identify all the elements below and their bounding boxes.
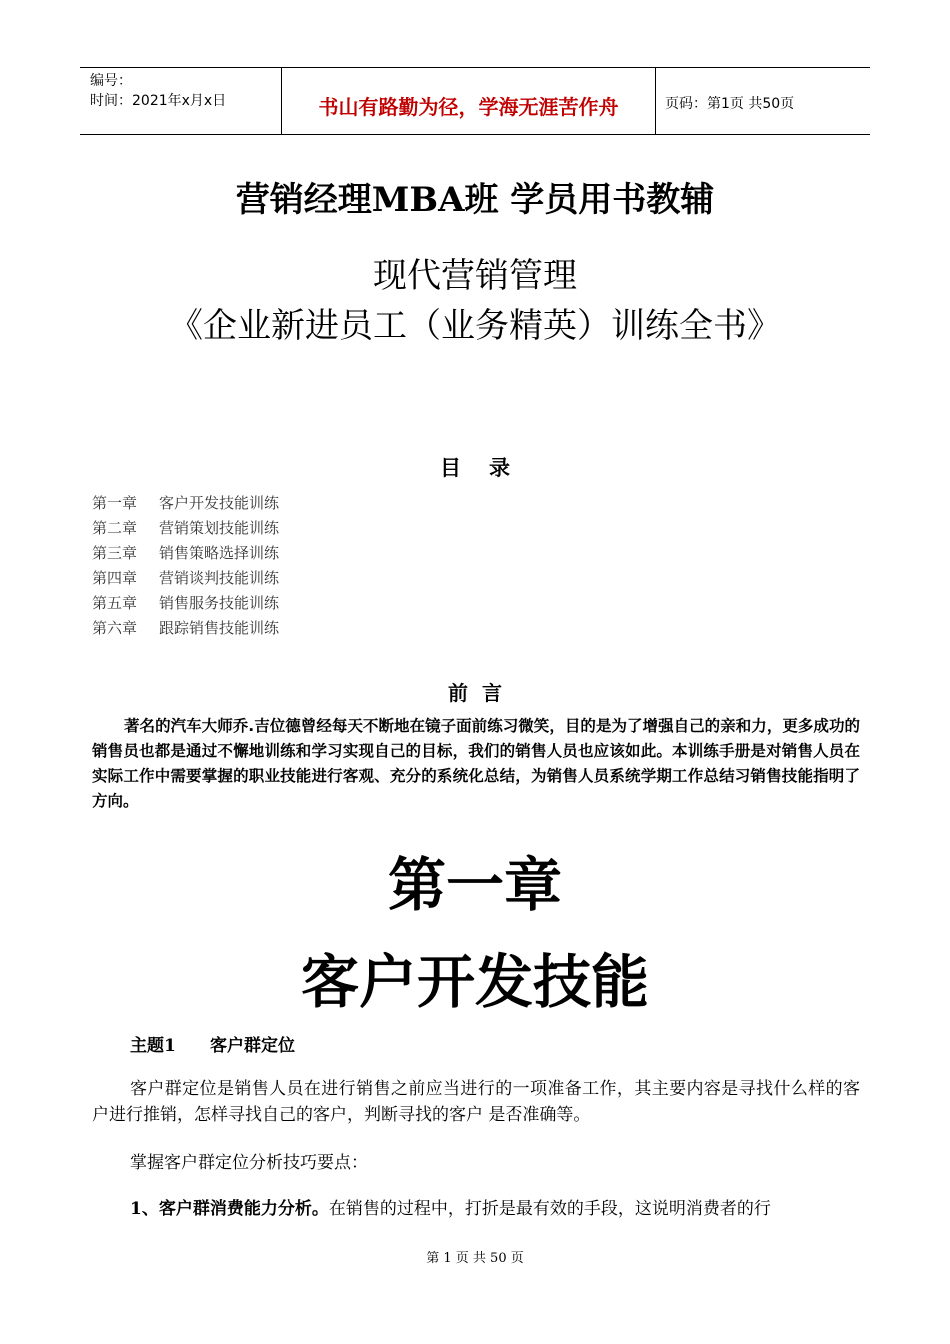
- document-subtitle: 现代营销管理: [373, 256, 577, 296]
- toc-item-name: 营销谈判技能训练: [159, 569, 280, 587]
- toc-item-name: 销售服务技能训练: [159, 594, 280, 612]
- header-top-rule: [80, 67, 870, 68]
- toc-item: [92, 492, 279, 513]
- toc-item: [92, 617, 279, 638]
- header-bottom-rule: [80, 134, 870, 135]
- preface-body: 著名的汽车大师乔.吉位德曾经每天不断地在镜子面前练习微笑，目的是为了增强自己的亲和力，更多成功的销售员也都是通过不懈地训练和学习实现自己的目标，我们的销售人员也应该如此。本训练手册是对销售人员在实际工作中需要掌握的职业技能进行客观、充分的系统化总结，为销售人员系统学期工作总结习销售技能指明了方向。: [92, 717, 860, 810]
- document-title: 营销经理MBA班 学员用书教辅: [235, 180, 715, 220]
- toc-item-name: 销售策略选择训练: [159, 544, 280, 562]
- toc-heading: 目录: [440, 455, 538, 480]
- toc-item: [92, 542, 279, 563]
- header-number-label: 编号：: [90, 73, 132, 89]
- toc-item-number: 第五章: [92, 594, 138, 612]
- topic-title: 客户群定位: [210, 1036, 295, 1056]
- toc-item-name: 跟踪销售技能训练: [159, 619, 280, 637]
- toc-item-name: 客户开发技能训练: [159, 494, 280, 512]
- chapter-title: 客户开发技能: [300, 948, 649, 1016]
- body-paragraph-2: 掌握客户群定位分析技巧要点：: [130, 1153, 368, 1173]
- body-paragraph-3-lead: 1、客户群消费能力分析。: [130, 1199, 329, 1219]
- toc-item-name: 营销策划技能训练: [159, 519, 280, 537]
- body-paragraph-3-text: 在销售的过程中，打折是最有效的手段，这说明消费者的行: [328, 1199, 771, 1219]
- header-motto: 书山有路勤为径，学海无涯苦作舟: [318, 95, 619, 119]
- page-footer: 第 1 页 共 50 页: [426, 1251, 524, 1266]
- toc-item: [92, 517, 279, 538]
- toc-item-number: 第六章: [92, 619, 138, 637]
- document-book-title: 《企业新进员工（业务精英）训练全书》: [169, 306, 781, 346]
- header-time-label: 时间：2021年x月x日: [90, 93, 227, 109]
- chapter-number: 第一章: [387, 851, 562, 919]
- toc-item-number: 第一章: [92, 494, 138, 512]
- topic-heading: [130, 1031, 295, 1056]
- preface-heading: 前言: [448, 681, 516, 705]
- toc-item: [92, 567, 279, 588]
- topic-label: 主题1: [130, 1036, 176, 1056]
- toc-item-number: 第二章: [92, 519, 138, 537]
- header-divider-right: [655, 67, 656, 134]
- header-page-code: 页码：第1页 共50页: [665, 96, 795, 112]
- toc-item-number: 第三章: [92, 544, 138, 562]
- toc-item: [92, 592, 279, 613]
- body-paragraph-1: 客户群定位是销售人员在进行销售之前应当进行的一项准备工作，其主要内容是寻找什么样的客户进行推销，怎样寻找自己的客户，判断寻找的客户 是否准确等。: [92, 1079, 860, 1125]
- body-paragraph-3: [92, 1196, 860, 1222]
- toc-item-number: 第四章: [92, 569, 138, 587]
